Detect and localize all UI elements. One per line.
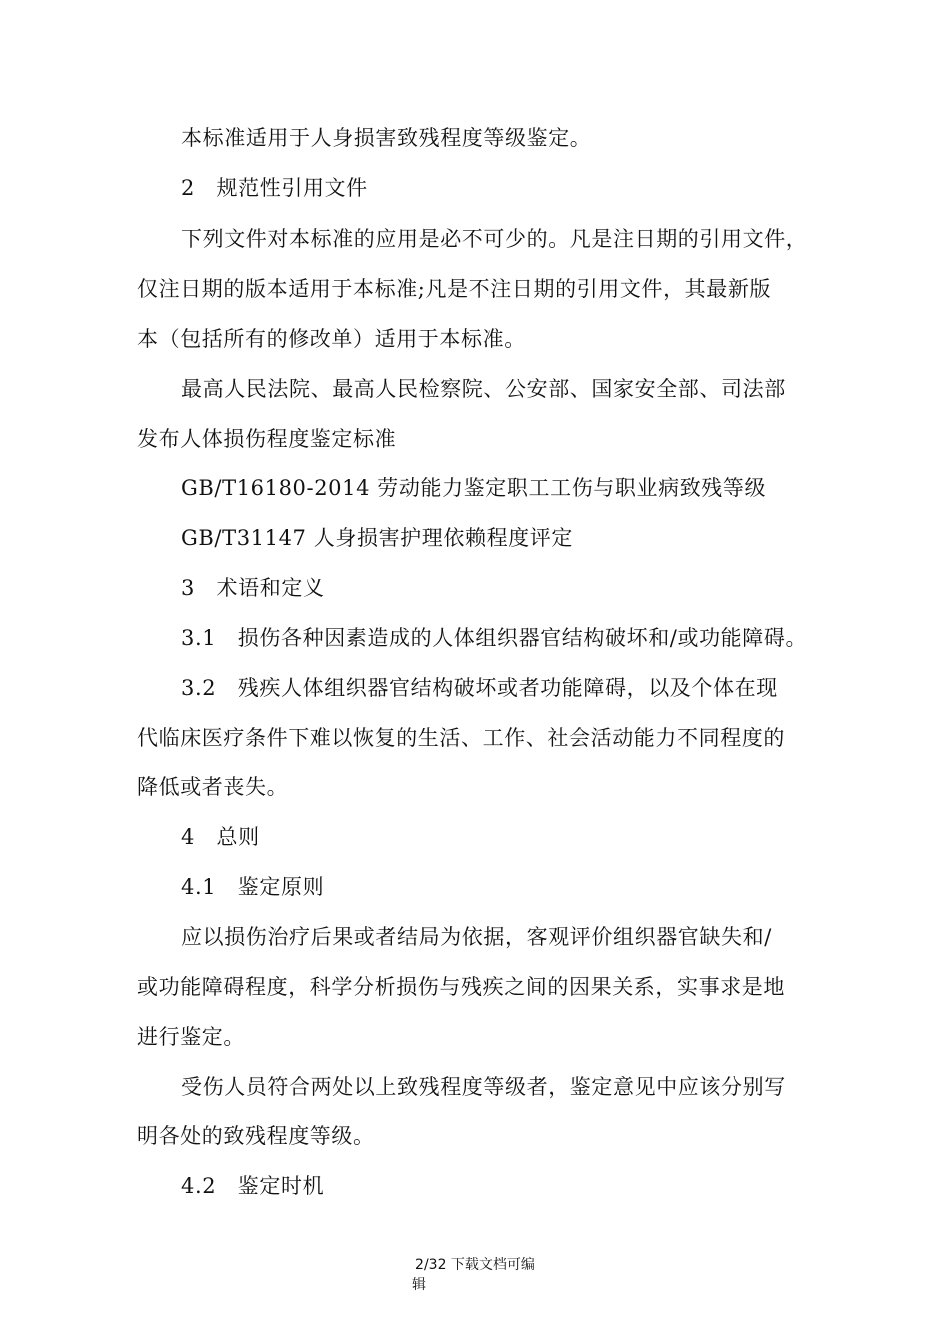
subsection-heading: 4.1 鉴定原则 <box>181 875 325 899</box>
paragraph-line: 发布人体损伤程度鉴定标准 <box>137 427 397 451</box>
paragraph-line: 本（包括所有的修改单）适用于本标准。 <box>137 327 526 351</box>
reference-line: GB/T16180-2014 劳动能力鉴定职工工伤与职业病致残等级 <box>181 476 767 500</box>
paragraph-line: 仅注日期的版本适用于本标准;凡是不注日期的引用文件，其最新版 <box>137 277 772 301</box>
subsection-heading: 4.2 鉴定时机 <box>181 1174 325 1198</box>
paragraph-line: 降低或者丧失。 <box>137 775 289 799</box>
paragraph-line: 下列文件对本标准的应用是必不可少的。凡是注日期的引用文件， <box>181 227 808 251</box>
section-heading: 3 术语和定义 <box>181 576 325 600</box>
definition-line: 3.1 损伤各种因素造成的人体组织器官结构破坏和/或功能障碍。 <box>181 626 808 650</box>
paragraph-line: 本标准适用于人身损害致残程度等级鉴定。 <box>181 126 592 150</box>
section-heading: 2 规范性引用文件 <box>181 176 368 200</box>
paragraph-line: 受伤人员符合两处以上致残程度等级者，鉴定意见中应该分别写 <box>181 1075 786 1099</box>
page-footer-continuation: 辑 <box>412 1277 426 1293</box>
definition-line: 3.2 残疾人体组织器官结构破坏或者功能障碍，以及个体在现 <box>181 676 778 700</box>
paragraph-line: 应以损伤治疗后果或者结局为依据，客观评价组织器官缺失和/ <box>181 925 772 949</box>
paragraph-line: 进行鉴定。 <box>137 1025 245 1049</box>
paragraph-line: 代临床医疗条件下难以恢复的生活、工作、社会活动能力不同程度的 <box>137 726 785 750</box>
section-heading: 4 总则 <box>181 825 260 849</box>
paragraph-line: 明各处的致残程度等级。 <box>137 1124 375 1148</box>
paragraph-line: 或功能障碍程度，科学分析损伤与残疾之间的因果关系，实事求是地 <box>137 975 785 999</box>
reference-line: GB/T31147 人身损害护理依赖程度评定 <box>181 526 573 550</box>
page-number-text: 2/32 下载文档可编 <box>415 1257 535 1273</box>
paragraph-line: 最高人民法院、最高人民检察院、公安部、国家安全部、司法部 <box>181 377 786 401</box>
